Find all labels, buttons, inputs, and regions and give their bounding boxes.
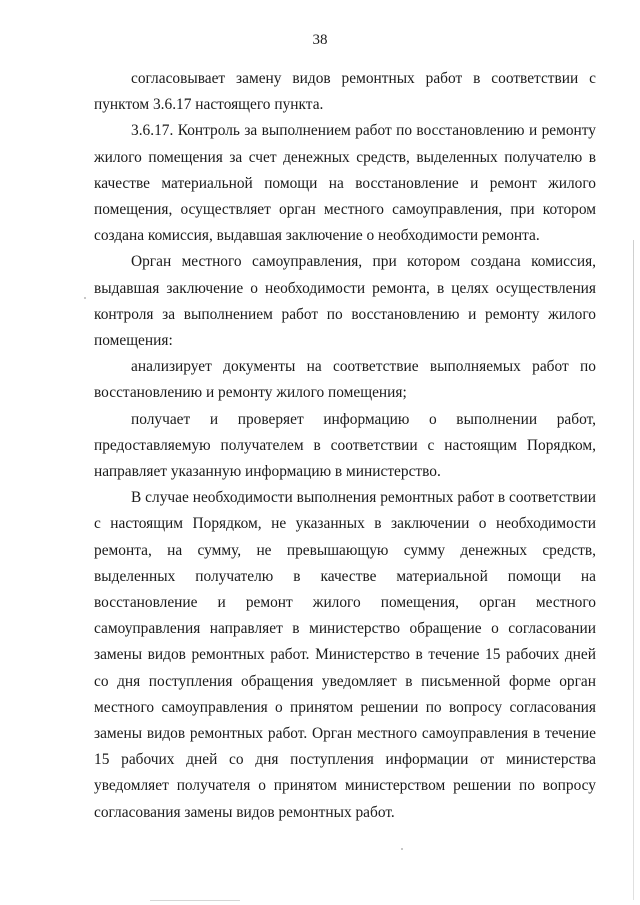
scan-speck (84, 297, 86, 299)
paragraph-analyzes: анализирует документы на соответствие выполняемых работ по восстановлению и ремонту жилого помещения; (94, 358, 596, 402)
document-body (94, 66, 596, 826)
paragraph-receives: получает и проверяет информацию о выполнении работ, предоставляемую получателем в соответствии с настоящим Порядком, направляет указанную информацию в министерство. (94, 410, 596, 481)
scan-speck (401, 848, 403, 850)
page-number: 38 (312, 32, 328, 48)
scan-artifact (150, 900, 240, 901)
paragraph-3-6-17: 3.6.17. Контроль за выполнением работ по восстановлению и ремонту жилого помещения за счет денежных средств, выделенных получателю в качестве материальной помощи на восстановление и ремонт жилого помещения, осуществляет орган местного самоуправления, при котором создана комиссия, выдавшая заключение о необходимости ремонта. (94, 122, 596, 245)
paragraph-control-body: Орган местного самоуправления, при котором создана комиссия, выдавшая заключение о необходимости ремонта, в целях осуществления контроля за выполнением работ по восстановлению и ремонту жилого помещения: (94, 253, 596, 350)
paragraph-additional-works: В случае необходимости выполнения ремонтных работ в соответствии с настоящим Порядком, не указанных в заключении о необходимости ремонта, на сумму, не превышающую сумму денежных средств, выделенных получателю в качестве материальной помощи на восстановление и ремонт жилого помещения, орган местного самоуправления направляет в министерство обращение о согласовании замены видов ремонтных работ. Министерство в течение 15 рабочих дней со дня поступления обращения уведомляет в письменной форме орган местного самоуправления о принятом решении по вопросу согласования замены видов ремонтных работ. Орган местного самоуправления в течение 15 рабочих дней со дня поступления информации от министерства уведомляет получателя о принятом министерством решении по вопросу согласования замены видов ремонтных работ. (94, 489, 596, 821)
paragraph-continuation: согласовывает замену видов ремонтных работ в соответствии с пунктом 3.6.17 настоящего пункта. (94, 70, 596, 114)
scan-edge-line (633, 240, 634, 900)
